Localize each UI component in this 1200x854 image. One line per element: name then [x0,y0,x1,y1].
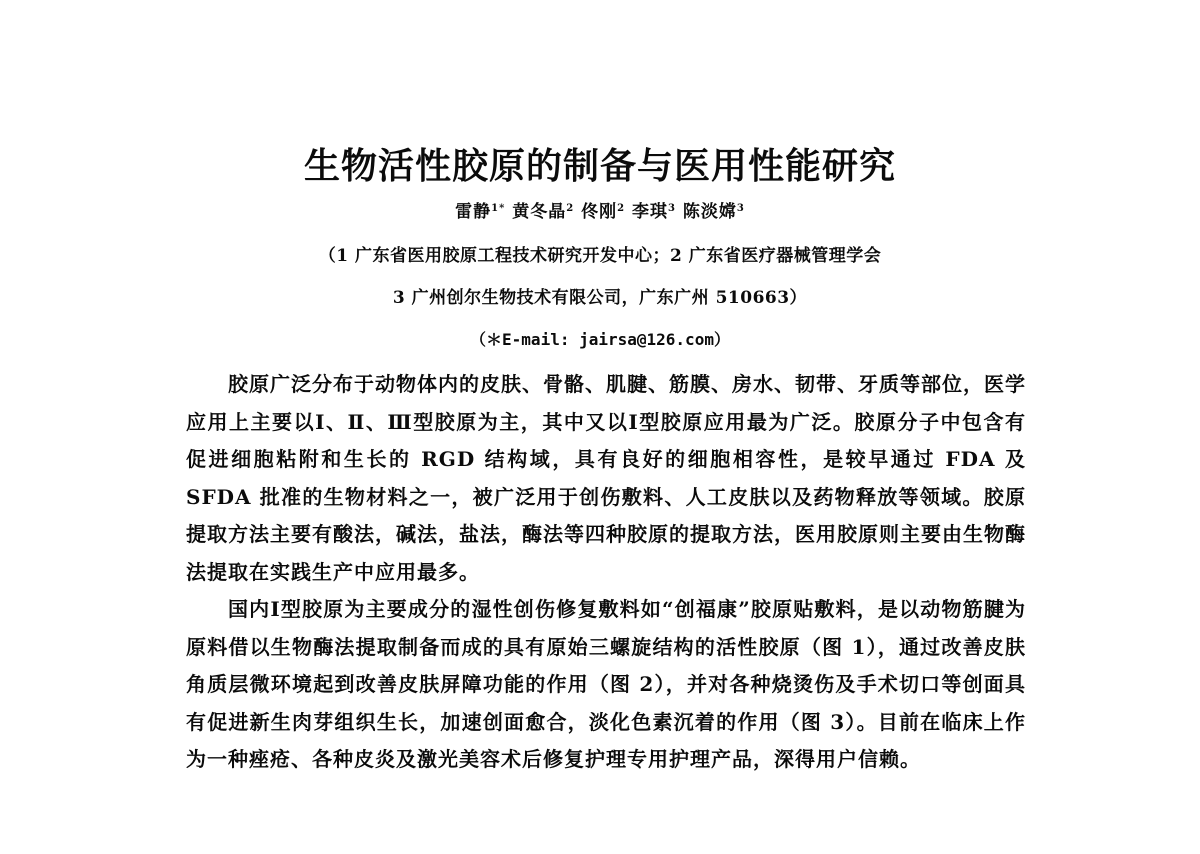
author-affiliation-mark: 3 [668,203,676,214]
author-name: 陈淡嫦 [682,202,737,222]
author-affiliation-mark: 2 [566,203,575,214]
author-affiliation-mark: 1* [491,203,506,214]
body-paragraph: 胶原广泛分布于动物体内的皮肤、骨骼、肌腱、筋膜、房水、韧带、牙质等部位，医学应用上主要以Ⅰ、Ⅱ、Ⅲ型胶原为主，其中又以Ⅰ型胶原应用最为广泛。胶原分子中包含有促进细胞粘附和生长的 RGD 结构域，具有良好的细胞相容性，是较早通过 FDA 及 SFDA 批准的生物材料之一，被广泛用于创伤敷料、人工皮肤以及药物释放等领域。胶原提取方法主要有酸法，碱法，盐法，酶法等四种胶原的提取方法，医用胶原则主要由生物酶法提取在实践生产中应用最多。 [186,372,1026,584]
body-text [186,366,1026,779]
affiliation-line-2: 3 广州创尔生物技术有限公司，广东广州 510663） [392,288,808,308]
author-name: 佟刚 [581,202,618,222]
paper-title: 生物活性胶原的制备与医用性能研究 [303,145,896,187]
author-affiliation-mark: 3 [736,203,745,214]
author-name: 雷静 [455,202,492,222]
author-affiliation-mark: 2 [617,203,626,214]
body-paragraph: 国内Ⅰ型胶原为主要成分的湿性创伤修复敷料如“创福康”胶原贴敷料，是以动物筋腱为原料借以生物酶法提取制备而成的具有原始三螺旋结构的活性胶原（图 1），通过改善皮肤角质层微环境起到改善皮肤屏障功能的作用（图 2），并对各种烧烫伤及手术切口等创面具有促进新生肉芽组织生长，加速创面愈合，淡化色素沉着的作用（图 3）。目前在临床上作为一种痤疮、各种皮炎及激光美容术后修复护理专用护理产品，深得用户信赖。 [186,597,1026,771]
author-list [0,200,1200,224]
contact-email: （＊E-mail: jairsa@126.com） [470,330,730,349]
affiliation-line-1: （1 广东省医用胶原工程技术研究开发中心；2 广东省医疗器械管理学会 [318,246,882,266]
author-name: 黄冬晶 [512,202,567,222]
author-name: 李琪 [632,202,669,222]
